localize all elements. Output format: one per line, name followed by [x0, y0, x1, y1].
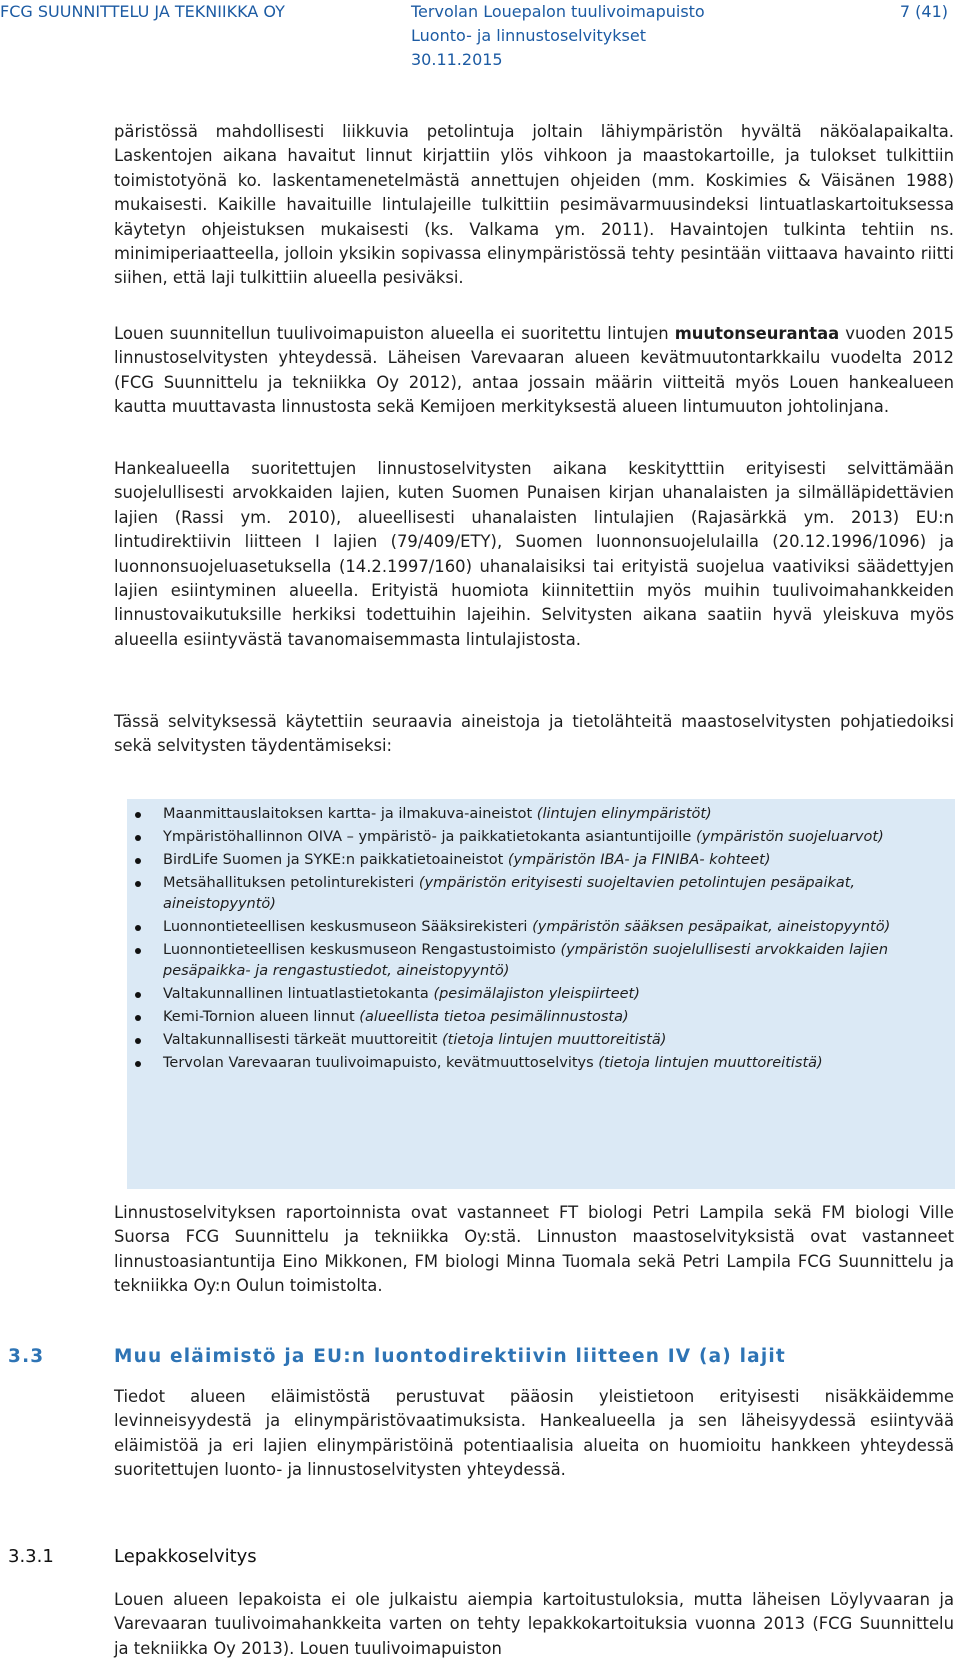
- paragraph-text: [114, 322, 954, 420]
- bullet-icon: [135, 812, 141, 818]
- sources-list: [131, 804, 951, 1076]
- header-project-block: [411, 0, 705, 72]
- paragraph-sources-intro: [114, 710, 954, 759]
- list-item: [131, 1053, 951, 1074]
- source-name: BirdLife Suomen ja SYKE:n paikkatietoaineistot: [163, 852, 508, 868]
- bullet-icon: [135, 1061, 141, 1067]
- header-date: 30.11.2015: [411, 50, 503, 69]
- source-name: Luonnontieteellisen keskusmuseon Sääksirekisteri: [163, 919, 533, 935]
- source-name: Valtakunnallinen lintuatlastietokanta: [163, 986, 434, 1002]
- page-number: 7 (41): [899, 2, 948, 21]
- source-note: (pesimälajiston yleispiirteet): [433, 986, 640, 1002]
- text-run: Louen suunnitellun tuulivoimapuiston alueella ei suoritettu lintujen: [114, 324, 675, 343]
- bold-term: muutonseurantaa: [674, 324, 840, 343]
- source-name: Luonnontieteellisen keskusmuseon Rengastustoimisto: [163, 942, 561, 958]
- paragraph-text: Louen alueen lepakoista ei ole julkaistu aiempia kartoitustuloksia, mutta läheisen Löylyvaaran ja Varevaaran tuulivoimahankkeita varten on tehty lepakkokartoituksia vuonna 2013 (FCG Suunnittelu ja tekniikka Oy 2013). Louen tuulivoimapuiston: [114, 1590, 954, 1658]
- source-note: (ympäristön suojelullisesti arvokkaiden lajien pesäpaikka- ja rengastustiedot, aineistopyyntö): [163, 942, 889, 979]
- list-item: [131, 917, 951, 938]
- bullet-icon: [135, 858, 141, 864]
- list-item: [131, 827, 951, 848]
- header-project: Tervolan Louepalon tuulivoimapuisto: [411, 2, 705, 21]
- paragraph-text: Linnustoselvityksen raportoinnista ovat vastanneet FT biologi Petri Lampila sekä FM biologi Ville Suorsa FCG Suunnittelu ja tekniikka Oy:stä. Linnuston maastoselvityksistä ovat vastanneet linnustoasiantuntija Eino Mikkonen, FM biologi Minna Tuomala sekä Petri Lampila FCG Suunnittelu ja tekniikka Oy:n Oulun toimistolta.: [114, 1203, 954, 1296]
- list-item: [131, 1030, 951, 1051]
- section-number: 3.3: [8, 1346, 45, 1367]
- bullet-icon: [135, 1038, 141, 1044]
- paragraph-text: Tässä selvityksessä käytettiin seuraavia aineistoja ja tietolähteitä maastoselvitysten pohjatiedoiksi sekä selvitysten täydentämiseksi:: [114, 712, 954, 756]
- header-organization: FCG SUUNNITTELU JA TEKNIIKKA OY: [0, 2, 285, 21]
- source-note: (alueellista tietoa pesimälinnustosta): [359, 1009, 629, 1025]
- source-note: (ympäristön sääksen pesäpaikat, aineistopyyntö): [532, 919, 891, 935]
- source-name: Ympäristöhallinnon OIVA – ympäristö- ja paikkatietokanta asiantuntijoille: [163, 829, 696, 845]
- list-item: [131, 850, 951, 871]
- paragraph-survey-method: [114, 120, 954, 291]
- source-name: Metsähallituksen petolinturekisteri: [163, 875, 419, 891]
- list-item: [131, 1007, 951, 1028]
- source-note: (tietoja lintujen muuttoreitistä): [441, 1032, 667, 1048]
- header-subtitle: Luonto- ja linnustoselvitykset: [411, 26, 646, 45]
- source-name: Valtakunnallisesti tärkeät muuttoreitit: [163, 1032, 442, 1048]
- section-heading: Muu eläimistö ja EU:n luontodirektiivin liitteen IV (a) lajit: [114, 1346, 786, 1367]
- list-item: [131, 873, 951, 915]
- paragraph-protected-species: [114, 457, 954, 652]
- bullet-icon: [135, 992, 141, 998]
- paragraph-fauna: [114, 1385, 954, 1483]
- paragraph-text: Tiedot alueen eläimistöstä perustuvat pääosin yleistietoon erityisesti nisäkkäidemme levinneisyydestä ja elinympäristövaatimuksista. Hankealueella ja sen läheisyydessä esiintyvää eläimistöä ja eri lajien elinympäristöinä potentiaalisia alueita on huomioitu hankkeen yhteydessä suoritettujen luonto- ja linnustoselvitysten yhteydessä.: [114, 1387, 954, 1480]
- source-name: Maanmittauslaitoksen kartta- ja ilmakuva-aineistot: [163, 806, 537, 822]
- list-item: [131, 984, 951, 1005]
- bullet-icon: [135, 1015, 141, 1021]
- paragraph-text: päristössä mahdollisesti liikkuvia petolintuja joltain lähiympäristön hyvältä näköalapaikalta. Laskentojen aikana havaitut linnut kirjattiin ylös vihkoon ja maastokartoille, ja tulokset tulkittiin toimistotyönä ko. laskentamenetelmästä annettujen ohjeiden (mm. Koskimies & Väisänen 1988) mukaisesti. Kaikille havaituille lintulajeille tulkittiin pesimävarmuusindeksi lintuatlaskartoituksessa käytetyn ohjeistuksen mukaisesti (ks. Valkama ym. 2011). Havaintojen tulkinta tehtiin ns. minimiperiaatteella, jolloin yksikin sopivassa elinympäristössä tehty pesintään viittaava havainto riitti siihen, että laji tulkittiin alueella pesiväksi.: [114, 122, 954, 288]
- subsection-heading: Lepakkoselvitys: [114, 1546, 257, 1567]
- source-name: Tervolan Varevaaran tuulivoimapuisto, kevätmuuttoselvitys: [163, 1055, 599, 1071]
- bullet-icon: [135, 948, 141, 954]
- bullet-icon: [135, 925, 141, 931]
- source-note: (lintujen elinympäristöt): [536, 806, 712, 822]
- paragraph-migration: [114, 322, 954, 420]
- source-note: (ympäristön suojeluarvot): [695, 829, 884, 845]
- subsection-number: 3.3.1: [8, 1546, 54, 1567]
- bullet-icon: [135, 881, 141, 887]
- paragraph-bats: [114, 1588, 954, 1661]
- source-note: (ympäristön erityisesti suojeltavien petolintujen pesäpaikat, aineistopyyntö): [163, 875, 856, 912]
- source-name: Kemi-Tornion alueen linnut: [163, 1009, 360, 1025]
- list-item: [131, 804, 951, 825]
- paragraph-authors: [114, 1201, 954, 1299]
- source-note: (tietoja lintujen muuttoreitistä): [598, 1055, 823, 1071]
- bullet-icon: [135, 835, 141, 841]
- source-note: (ympäristön IBA- ja FINIBA- kohteet): [507, 852, 771, 868]
- paragraph-text: Hankealueella suoritettujen linnustoselvitysten aikana keskitytttiin erityisesti selvittämään suojelullisesti arvokkaiden lajien, kuten Suomen Punaisen kirjan uhanalaisten ja silmälläpidettävien lajien (Rassi ym. 2010), alueellisesti uhanalaisten lintulajien (Rajasärkkä ym. 2013) EU:n lintudirektiivin liitteen I lajien (79/409/ETY), Suomen luonnonsuojelulailla (20.12.1996/1096) ja luonnonsuojeluasetuksella (14.2.1997/160) uhanalaisiksi tai erityistä suojelua vaativiksi säädettyjen lajien esiintyminen alueella. Erityistä huomiota kiinnitettiin myös muihin tuulivoimahankkeiden linnustovaikutuksille herkiksi todettuihin lajeihin. Selvitysten aikana saatiin hyvä yleiskuva myös alueella esiintyvästä tavanomaisemmasta lintulajistosta.: [114, 459, 954, 649]
- list-item: [131, 940, 951, 982]
- text-run: vuoden 2015 linnustoselvitysten yhteydessä. Läheisen Varevaaran alueen kevätmuutontarkkailu vuodelta 2012 (FCG Suunnittelu ja tekniikka Oy 2012), antaa jossain määrin viitteitä myös Louen hankealueen kautta muuttavasta linnustosta sekä Kemijoen merkityksestä alueen lintumuuton johtolinjana.: [114, 324, 954, 417]
